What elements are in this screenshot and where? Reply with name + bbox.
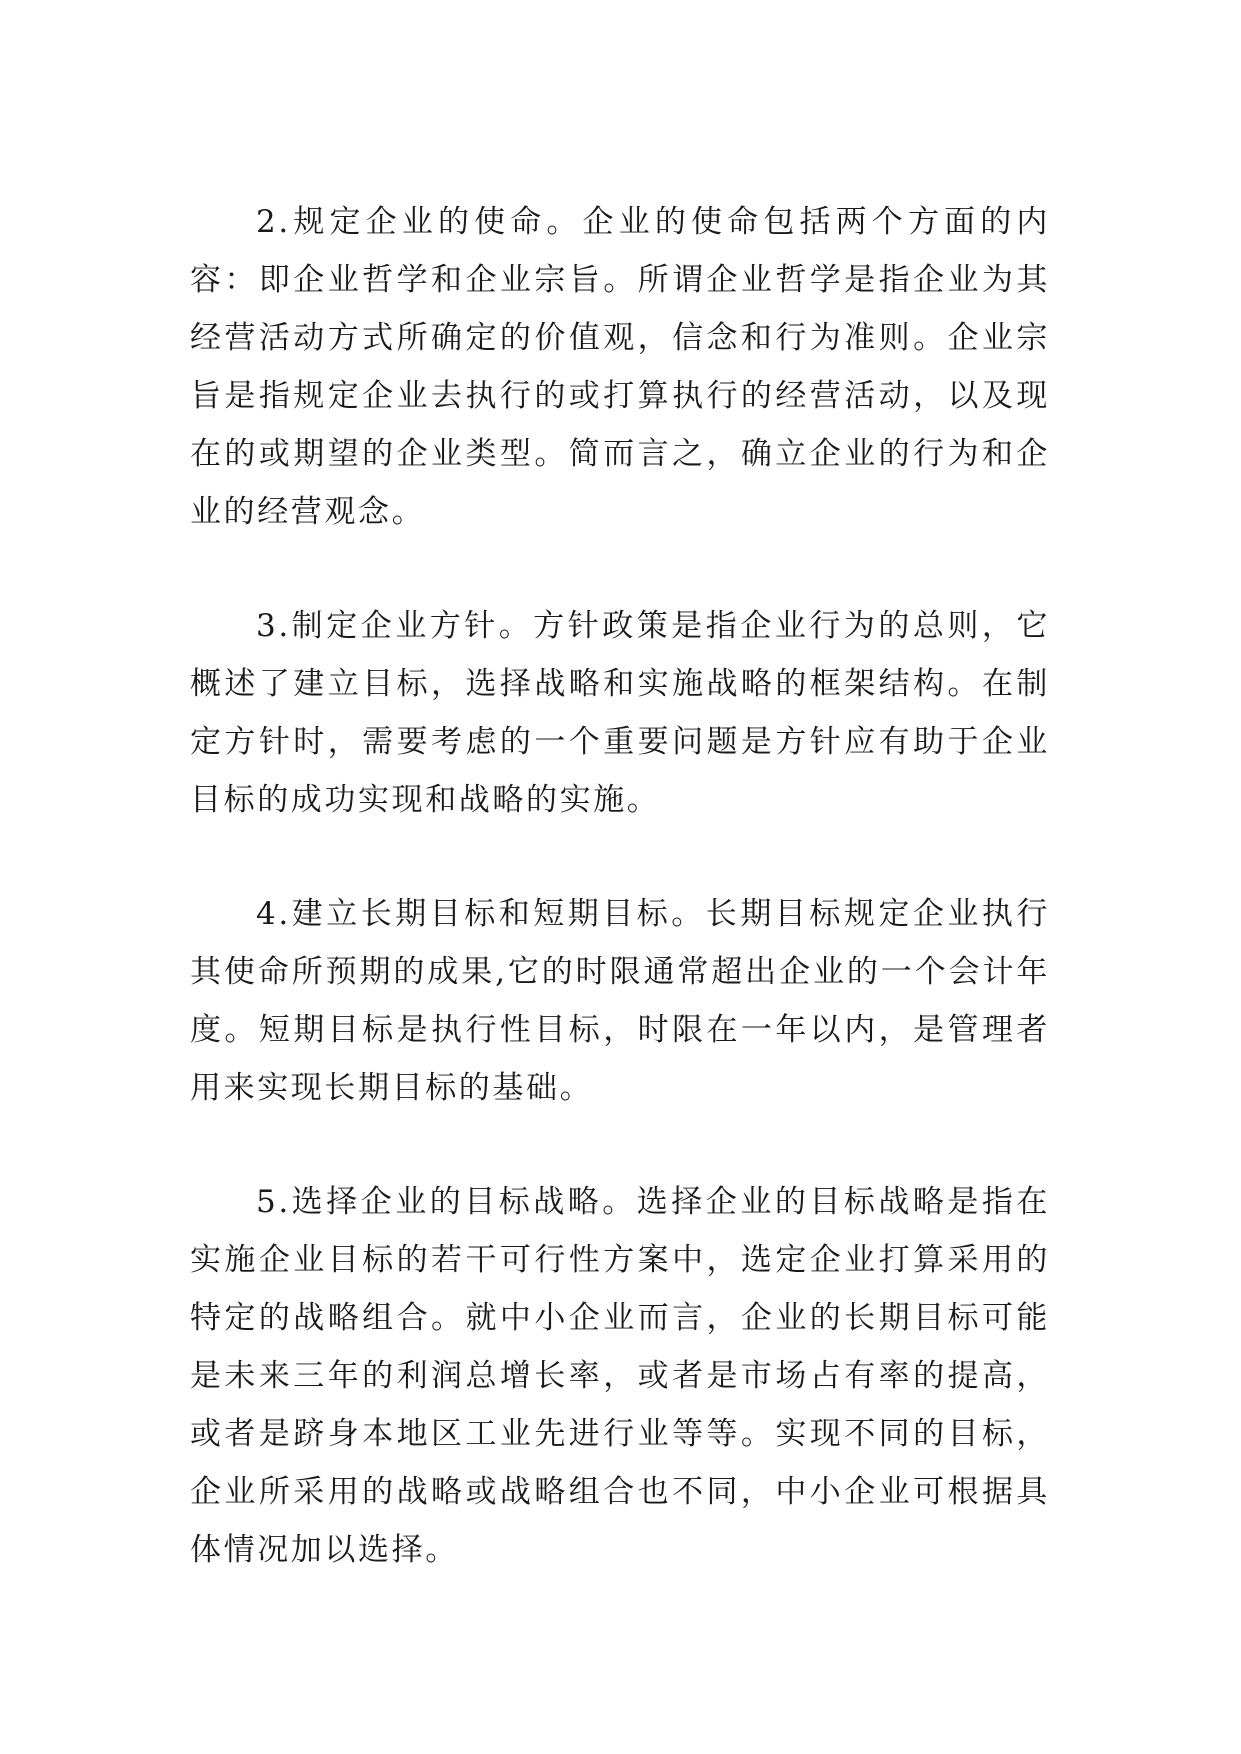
paragraph-policy: 3.制定企业方针。方针政策是指企业行为的总则，它概述了建立目标，选择战略和实施战略的框架结构。在制定方针时，需要考虑的一个重要问题是方针应有助于企业目标的成功实现和战略的实施。 [190, 608, 1050, 818]
paragraph-mission: 2.规定企业的使命。企业的使命包括两个方面的内容：即企业哲学和企业宗旨。所谓企业哲学是指企业为其经营活动方式所确定的价值观，信念和行为准则。企业宗旨是指规定企业去执行的或打算执行的经营活动，以及现在的或期望的企业类型。简而言之，确立企业的行为和企业的经营观念。 [190, 204, 1050, 530]
paragraph-objectives: 4.建立长期目标和短期目标。长期目标规定企业执行其使命所预期的成果,它的时限通常超出企业的一个会计年度。短期目标是执行性目标，时限在一年以内，是管理者用来实现长期目标的基础。 [190, 896, 1050, 1106]
paragraph-strategy: 5.选择企业的目标战略。选择企业的目标战略是指在实施企业目标的若干可行性方案中，选定企业打算采用的特定的战略组合。就中小企业而言，企业的长期目标可能是未来三年的利润总增长率，或者是市场占有率的提高，或者是跻身本地区工业先进行业等等。实现不同的目标，企业所采用的战略或战略组合也不同，中小企业可根据具体情况加以选择。 [190, 1184, 1050, 1568]
document-body [190, 193, 1050, 1579]
